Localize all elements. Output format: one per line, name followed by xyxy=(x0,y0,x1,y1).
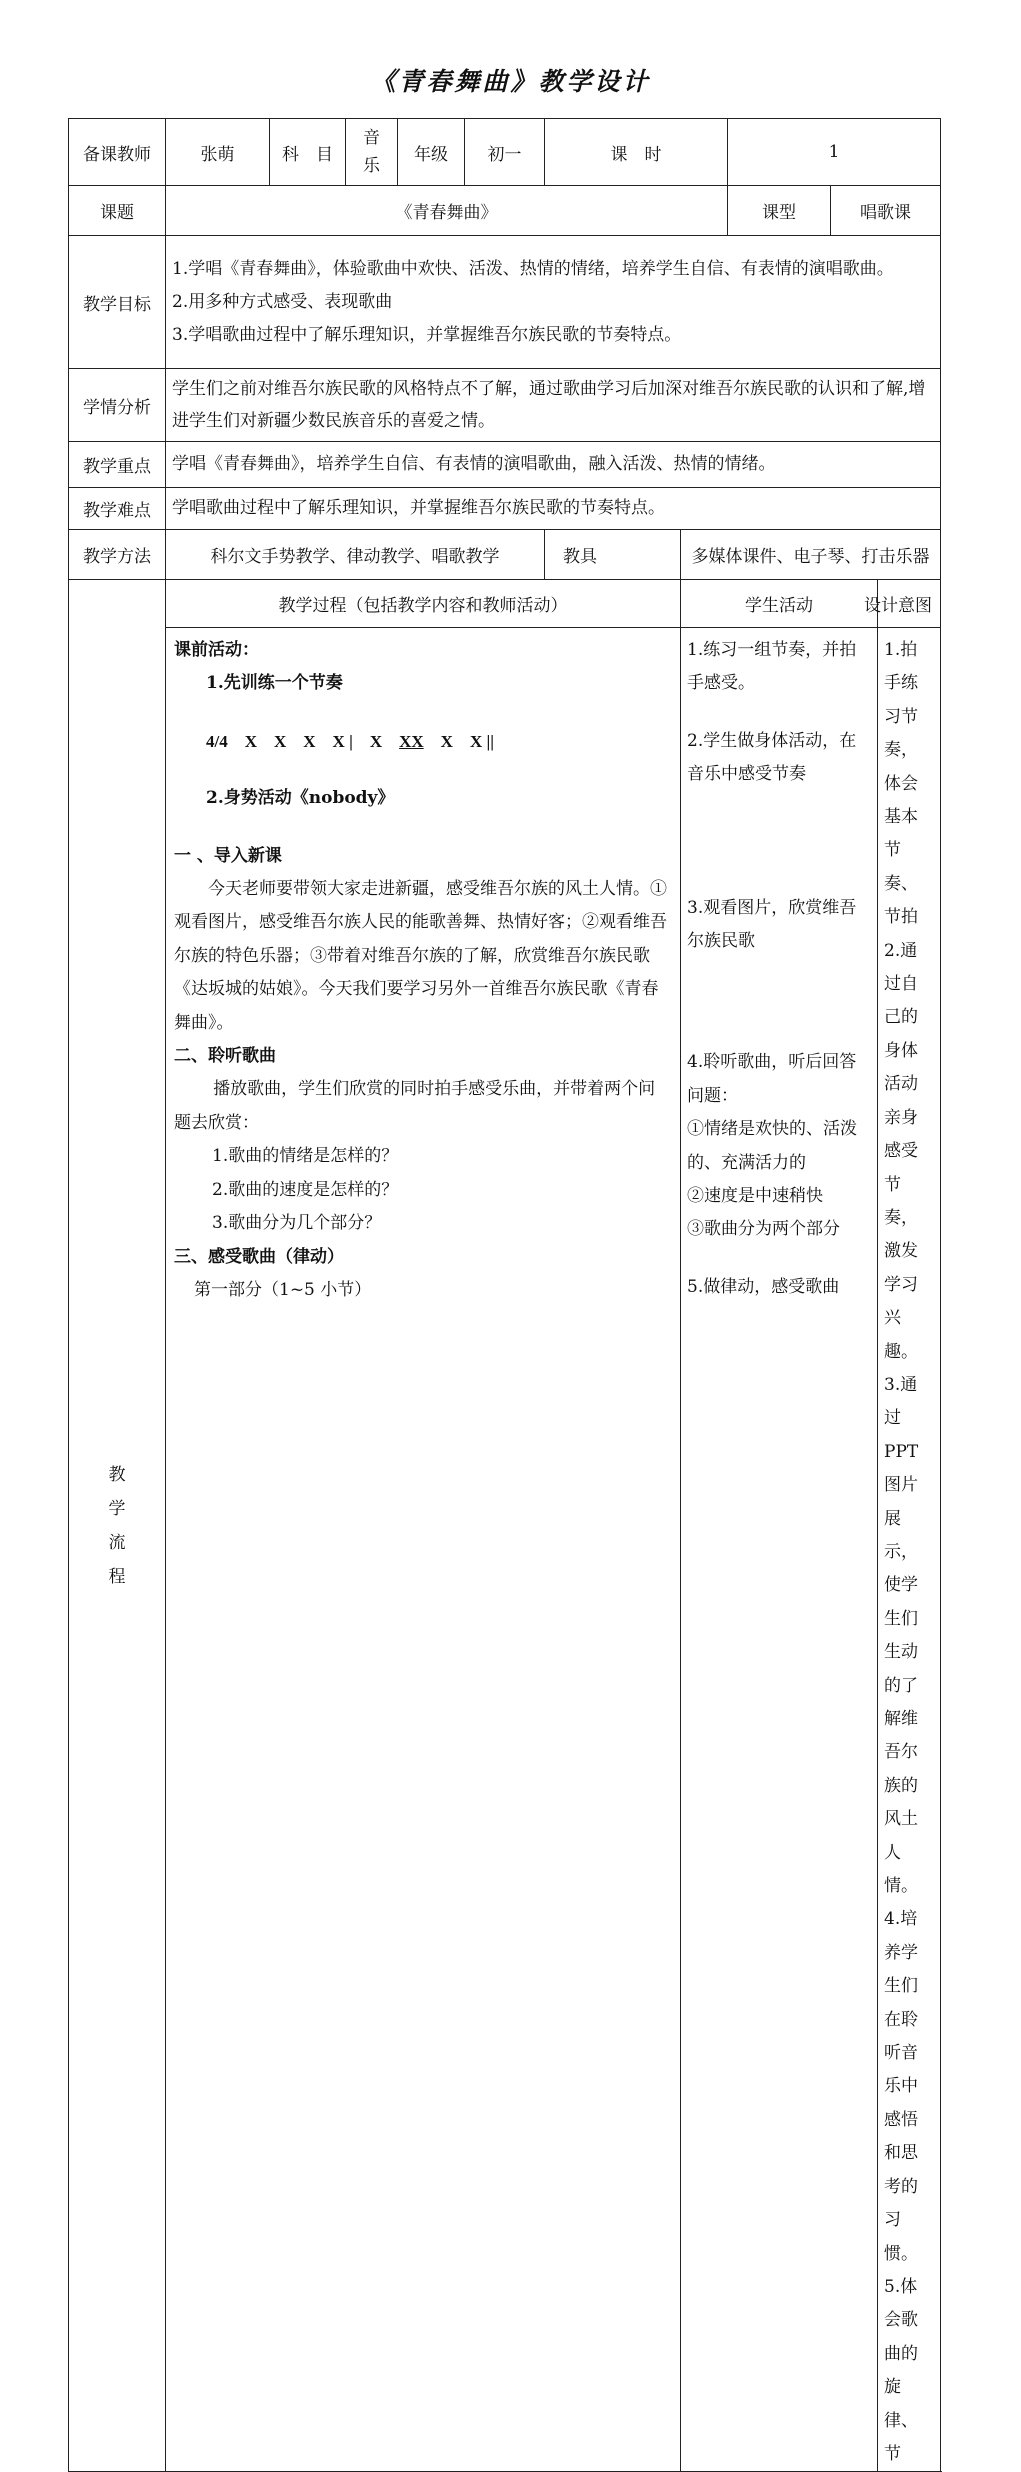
grade-value: 初一 xyxy=(465,119,545,186)
student-activity-1: 1.练习一组节奏，并拍手感受。 xyxy=(687,640,857,694)
section-1-title: 一 、导入新课 xyxy=(174,845,282,866)
rhythm-part-b: X X || xyxy=(423,731,494,751)
design-intent-5: 5.体会歌曲的旋律、节 xyxy=(884,2276,919,2464)
goal-item: 3.学唱歌曲过程中了解乐理知识，并掌握维吾尔族民歌的节奏特点。 xyxy=(172,324,682,345)
student-column-header: 学生活动 xyxy=(681,580,878,628)
flow-label-char: 学 xyxy=(108,1498,126,1519)
topic-label: 课题 xyxy=(69,186,166,236)
pre-activity-1: 1.先训练一个节奏 xyxy=(206,673,343,694)
design-intent-4: 4.培养学生们在聆听音乐中感悟和思考的习惯。 xyxy=(884,1909,919,2264)
question-3: 3.歌曲分为几个部分？ xyxy=(212,1213,382,1234)
tools-label: 教具 xyxy=(545,530,681,580)
rhythm-notation xyxy=(174,725,672,758)
student-answer-2: ②速度是中速稍快 xyxy=(687,1186,823,1207)
design-column-header-text: 设计意图 xyxy=(864,596,933,616)
design-intent-2: 2.通过自己的身体活动亲身感受节奏，激发学习兴趣。 xyxy=(884,940,919,1362)
teacher-value: 张萌 xyxy=(166,119,270,186)
subject-value xyxy=(346,119,398,186)
grade-label: 年级 xyxy=(398,119,465,186)
flow-label-char: 教 xyxy=(108,1464,126,1485)
flow-label-char: 程 xyxy=(108,1566,126,1587)
methods-label: 教学方法 xyxy=(69,530,166,580)
period-label: 课 时 xyxy=(545,119,728,186)
difficulties-row xyxy=(69,488,941,530)
period-value: 1 xyxy=(728,119,941,186)
topic-value: 《青春舞曲》 xyxy=(166,186,728,236)
lesson-plan-table xyxy=(68,118,941,2472)
section-3-title: 三、感受歌曲（律动） xyxy=(174,1246,344,1267)
process-cell xyxy=(166,628,681,2472)
goals-content xyxy=(166,236,941,369)
topic-row xyxy=(69,186,941,236)
design-intent-3: 3.通过 PPT 图片展示，使学生们生动的了解维吾尔族的风土人情。 xyxy=(884,1374,919,1897)
keypoints-label: 教学重点 xyxy=(69,442,166,488)
analysis-row xyxy=(69,369,941,442)
student-activity-3: 3.观看图片，欣赏维吾尔族民歌 xyxy=(687,897,857,952)
process-column-header: 教学过程（包括教学内容和教师活动） xyxy=(166,580,681,628)
pre-activity-2: 2.身势活动《nobody》 xyxy=(206,788,395,809)
subject-label: 科 目 xyxy=(270,119,346,186)
type-label: 课型 xyxy=(728,186,831,236)
methods-row xyxy=(69,530,941,580)
rhythm-beamed: XX xyxy=(399,731,424,751)
subject-text: 音乐 xyxy=(363,128,380,176)
design-column-header xyxy=(864,580,941,628)
question-2: 2.歌曲的速度是怎样的？ xyxy=(212,1179,399,1200)
design-cell xyxy=(878,628,941,2472)
flow-content-row xyxy=(69,628,941,2472)
section-2-text: 播放歌曲，学生们欣赏的同时拍手感受乐曲，并带着两个问题去欣赏： xyxy=(174,1079,656,1133)
goals-label: 教学目标 xyxy=(69,236,166,369)
analysis-label: 学情分析 xyxy=(69,369,166,442)
methods-text: 科尔文手势教学、律动教学、唱歌教学 xyxy=(166,530,545,580)
tools-text: 多媒体课件、电子琴、打击乐器 xyxy=(681,530,941,580)
flow-label xyxy=(69,580,166,2472)
rhythm-part-a: 4/4 X X X X | X xyxy=(206,731,400,751)
difficulties-label: 教学难点 xyxy=(69,488,166,530)
teacher-label: 备课教师 xyxy=(69,119,166,186)
header-row xyxy=(69,119,941,186)
difficulties-text: 学唱歌曲过程中了解乐理知识，并掌握维吾尔族民歌的节奏特点。 xyxy=(166,488,941,530)
student-activity-5: 5.做律动，感受歌曲 xyxy=(687,1276,840,1297)
student-cell xyxy=(681,628,878,2472)
section-2-title: 二、聆听歌曲 xyxy=(174,1046,276,1067)
analysis-text: 学生们之前对维吾尔族民歌的风格特点不了解，通过歌曲学习后加深对维吾尔族民歌的认识和了解,增进学生们对新疆少数民族音乐的喜爱之情。 xyxy=(166,369,941,442)
goal-item: 1.学唱《青春舞曲》，体验歌曲中欢快、活泼、热情的情绪，培养学生自信、有表情的演唱歌曲。 xyxy=(172,258,894,279)
flow-header-row xyxy=(69,580,941,628)
goals-row xyxy=(69,236,941,369)
goal-item: 2.用多种方式感受、表现歌曲 xyxy=(172,291,393,312)
student-activity-4: 4.聆听歌曲，听后回答问题： xyxy=(687,1052,857,1106)
keypoints-text: 学唱《青春舞曲》，培养学生自信、有表情的演唱歌曲，融入活泼、热情的情绪。 xyxy=(166,442,941,488)
student-answer-1: ①情绪是欢快的、活泼的、充满活力的 xyxy=(687,1119,857,1173)
design-intent-1: 1.拍手练习节奏，体会基本节奏、节拍 xyxy=(884,640,919,928)
pre-activity-title: 课前活动： xyxy=(174,640,259,660)
section-1-text: 今天老师要带领大家走进新疆，感受维吾尔族的风土人情。①观看图片，感受维吾尔族人民的能歌善舞、热情好客；②观看维吾尔族的特色乐器；③带着对维吾尔族的了解，欣赏维吾尔族民歌《达坂城的姑娘》。今天我们要学习另外一首维吾尔族民歌《青春舞曲》。 xyxy=(174,879,667,1033)
type-value: 唱歌课 xyxy=(831,186,941,236)
page-title: 《青春舞曲》教学设计 xyxy=(370,67,651,96)
section-3-part: 第一部分（1~5 小节） xyxy=(194,1279,372,1300)
flow-label-char: 流 xyxy=(108,1532,126,1553)
keypoints-row xyxy=(69,442,941,488)
student-answer-3: ③歌曲分为两个部分 xyxy=(687,1219,840,1240)
student-activity-2: 2.学生做身体活动，在音乐中感受节奏 xyxy=(687,730,857,785)
question-1: 1.歌曲的情绪是怎样的？ xyxy=(212,1146,399,1167)
